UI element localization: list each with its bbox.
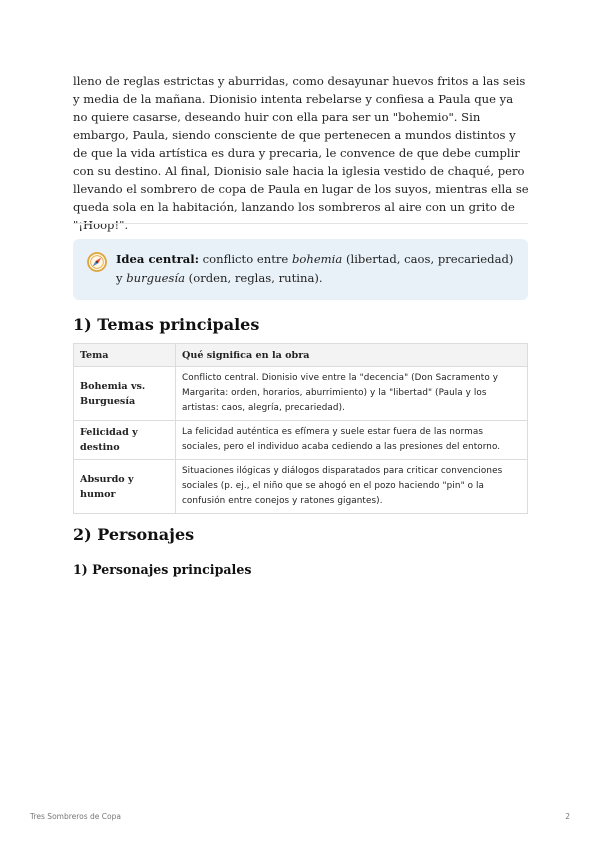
term-bohemia: bohemia (291, 252, 343, 266)
theme-cell: Absurdo y humor (74, 460, 176, 514)
central-idea-label: Idea central: (116, 252, 199, 266)
footer-page-number: 2 (565, 812, 570, 821)
theme-cell: Bohemia vs. Burguesía (74, 367, 176, 421)
column-header-significado: Qué significa en la obra (176, 344, 528, 367)
central-idea-text (116, 250, 516, 288)
callout-text: (libertad, caos, precariedad) y (116, 252, 514, 285)
term-burguesia: burguesía (126, 271, 185, 285)
meaning-cell: Situaciones ilógicas y diálogos disparatados para criticar convenciones sociales (p. ej., el niño que se ahogó en el pozo haciendo "pin" o la confusión entre conejos y ratones gigantes). (176, 460, 528, 514)
table-row (74, 421, 528, 460)
section-title-temas: 1) Temas principales (73, 315, 260, 334)
subsection-title-personajes-principales: 1) Personajes principales (73, 562, 252, 577)
column-header-tema: Tema (74, 344, 176, 367)
table-header-row (74, 344, 528, 367)
themes-table (73, 343, 528, 514)
theme-cell: Felicidad y destino (74, 421, 176, 460)
meaning-cell: Conflicto central. Dionisio vive entre la "decencia" (Don Sacramento y Margarita: orden, horarios, aburrimiento) y la "libertad" (Paula y los artistas: caos, alegría, precariedad). (176, 367, 528, 421)
compass-icon (86, 251, 108, 273)
callout-text: conflicto entre (198, 252, 292, 266)
table-row (74, 367, 528, 421)
intro-paragraph: lleno de reglas estrictas y aburridas, como desayunar huevos fritos a las seis y media de la mañana. Dionisio intenta rebelarse y confiesa a Paula que ya no quiere casarse, deseando huir con ella para ser un "bohemio". Sin embargo, Paula, siendo consciente de que pertenecen a mundos distintos y de que la vida artística es dura y precaria, le convence de que debe cumplir con su destino. Al final, Dionisio sale hacia la iglesia vestido de chaqué, pero llevando el sombrero de copa de Paula en lugar de los suyos, mientras ella se queda sola en la habitación, lanzando los sombreros al aire con un grito de "¡Hoop!". (73, 74, 529, 232)
meaning-cell: La felicidad auténtica es efímera y suele estar fuera de las normas sociales, pero el individuo acaba cediendo a las presiones del entorno. (176, 421, 528, 460)
callout-text: (orden, reglas, rutina). (185, 271, 323, 285)
central-idea-callout (73, 239, 528, 300)
table-row (74, 460, 528, 514)
section-title-personajes: 2) Personajes (73, 525, 195, 544)
footer-document-title: Tres Sombreros de Copa (30, 812, 121, 821)
section-divider (73, 223, 528, 224)
